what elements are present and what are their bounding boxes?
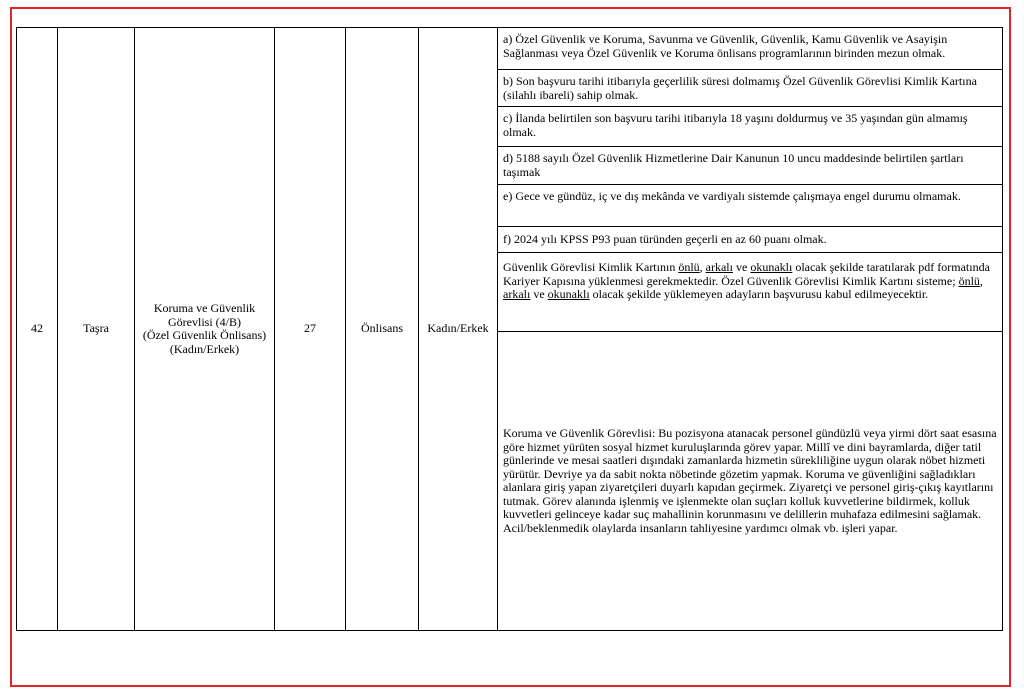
location-cell: Taşra	[58, 28, 135, 631]
job-table	[16, 27, 1003, 631]
position-line: Koruma ve Güvenlik	[153, 301, 256, 315]
gender-cell: Kadın/Erkek	[419, 28, 498, 631]
card-note: Güvenlik Görevlisi Kimlik Kartının önlü, arkalı ve okunaklı olacak şekilde taratılarak pdf formatında Kariyer Kapısına yüklenmesi gerekmektedir. Özel Güvenlik Görevlisi Kimlik Kartını sisteme; önlü, arkalı ve okunaklı olacak şekilde yüklemeyen adayların başvurusu kabul edilmeyecektir.	[498, 253, 1003, 332]
table-row	[17, 28, 1003, 70]
row-number: 42	[17, 28, 58, 631]
position-line: Görevlisi (4/B)	[168, 314, 241, 329]
duty-description: Koruma ve Güvenlik Görevlisi: Bu pozisyona atanacak personel gündüzlü veya yirmi dört saat esasına göre hizmet yürüten sosyal hizmet kuruluşlarında görev yapar. Millî ve dini bayramlarda, diğer tatil günlerinde ve mesai saatleri dışındaki zamanlarda hizmetin sürekliliğine uygun olarak nöbet hizmeti yürütür. Devriye ya da sabit nokta nöbetinde gözetim yapmak. Koruma ve güvenliğini sağladıkları alanlara giriş yapan ziyaretçileri duyarlı kapıdan geçirmek. Ziyaretçi ve personel giriş-çıkış kayıtlarını tutmak. Görev alanında işlenmiş ve işlenmekte olan suçları kolluk kuvvetlerine bildirmek, kolluk kuvvetleri gelinceye kadar suç mahallinin korunmasını ve delillerin muhafaza edilmesini sağlamak. Acil/beklenmedik olaylarda insanların tahliyesine yardımcı olmak vb. işleri yapar.	[498, 332, 1003, 631]
position-line: (Kadın/Erkek)	[169, 341, 240, 356]
position-line: (Özel Güvenlik Önlisans)	[142, 328, 267, 342]
position-cell	[135, 28, 275, 631]
requirement-e: e) Gece ve gündüz, iç ve dış mekânda ve vardiyalı sistemde çalışmaya engel durumu olmamak.	[498, 185, 1003, 227]
count-cell: 27	[275, 28, 346, 631]
education-cell: Önlisans	[346, 28, 419, 631]
requirement-c: c) İlanda belirtilen son başvuru tarihi itibarıyla 18 yaşını doldurmuş ve 35 yaşından gün almamış olmak.	[498, 107, 1003, 147]
requirement-b: b) Son başvuru tarihi itibarıyla geçerlilik süresi dolmamış Özel Güvenlik Görevlisi Kimlik Kartına (silahlı ibareli) sahip olmak.	[498, 70, 1003, 107]
requirement-d: d) 5188 sayılı Özel Güvenlik Hizmetlerine Dair Kanunun 10 uncu maddesinde belirtilen şartları taşımak	[498, 147, 1003, 185]
requirement-f: f) 2024 yılı KPSS P93 puan türünden geçerli en az 60 puanı olmak.	[498, 227, 1003, 253]
requirement-a: a) Özel Güvenlik ve Koruma, Savunma ve Güvenlik, Güvenlik, Kamu Güvenlik ve Asayişin Sağlanması veya Özel Güvenlik ve Koruma önlisans programlarının birinden mezun olmak.	[498, 28, 1003, 70]
